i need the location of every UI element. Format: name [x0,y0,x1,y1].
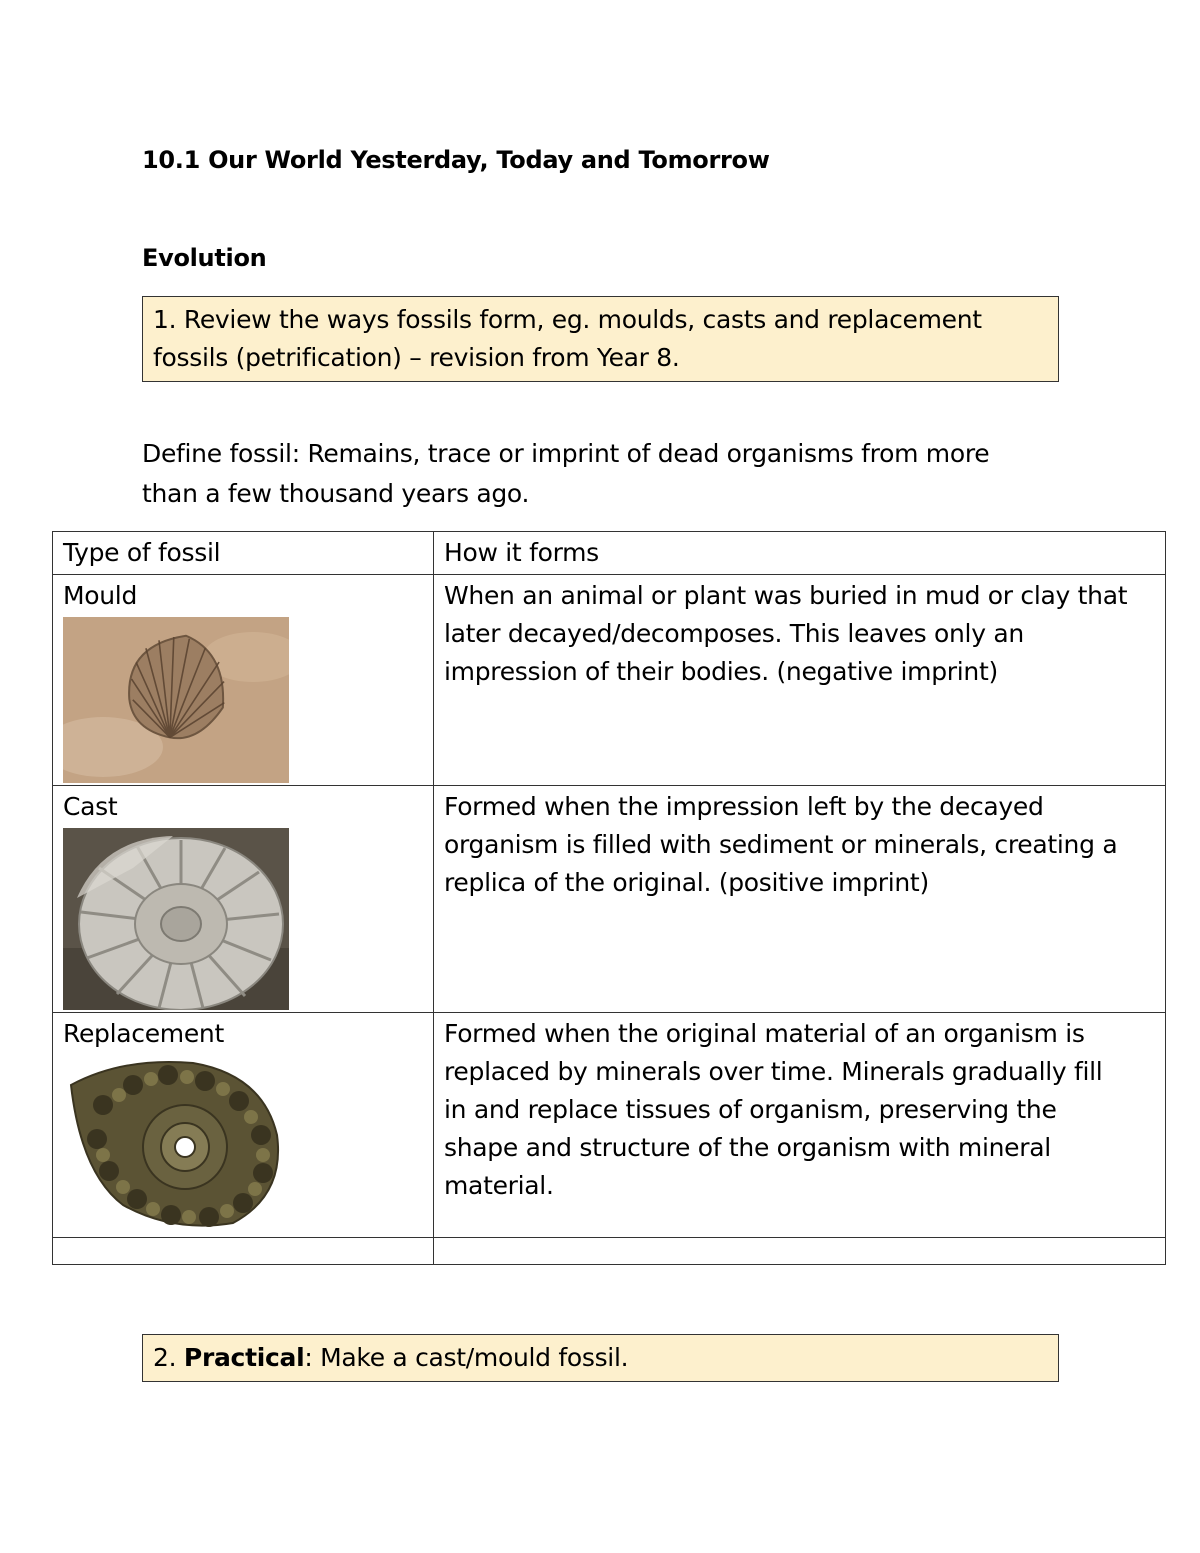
how-line: in and replace tissues of organism, preserving the [444,1095,1057,1124]
header-how-it-forms: How it forms [434,532,1166,575]
ammonite-cast-image [63,828,289,1010]
page-title: 10.1 Our World Yesterday, Today and Tomorrow [142,146,770,174]
fossil-type-label: Mould [63,581,138,610]
table-row-cast [53,786,1166,1013]
table-row-empty [53,1238,1166,1265]
table-header-row [53,532,1166,575]
empty-cell [434,1238,1166,1265]
fossil-type-label: Replacement [63,1019,224,1048]
section-heading: Evolution [142,244,267,272]
cell-how-cast [434,786,1166,1013]
shell-mould-image [63,617,289,783]
how-line: Formed when the original material of an organism is [444,1019,1085,1048]
task-1-line-1: 1. Review the ways fossils form, eg. moulds, casts and replacement [153,305,982,334]
task-2-number: 2. [153,1343,177,1372]
task-2-text: : Make a cast/mould fossil. [304,1343,629,1372]
cell-how-replacement [434,1013,1166,1238]
pyrite-ammonite-image [63,1055,289,1231]
task-2-label: Practical [183,1343,305,1372]
cell-type-cast [53,786,434,1013]
cell-how-mould [434,575,1166,786]
definition-line-1: Define fossil: Remains, trace or imprint of dead organisms from more [142,439,990,468]
task-1-line-2: fossils (petrification) – revision from Year 8. [153,343,680,372]
task-1-box [142,296,1059,382]
how-line: When an animal or plant was buried in mud or clay that [444,581,1128,610]
how-line: Formed when the impression left by the decayed [444,792,1044,821]
empty-cell [53,1238,434,1265]
fossil-definition [142,434,1062,514]
cell-type-mould [53,575,434,786]
table-row-mould [53,575,1166,786]
task-2-box [142,1334,1059,1382]
how-line: organism is filled with sediment or minerals, creating a [444,830,1118,859]
header-type-of-fossil: Type of fossil [53,532,434,575]
how-line: material. [444,1171,554,1200]
how-line: later decayed/decomposes. This leaves only an [444,619,1024,648]
table-row-replacement [53,1013,1166,1238]
fossil-type-label: Cast [63,792,118,821]
cell-type-replacement [53,1013,434,1238]
definition-line-2: than a few thousand years ago. [142,479,530,508]
how-line: shape and structure of the organism with mineral [444,1133,1051,1162]
how-line: impression of their bodies. (negative imprint) [444,657,998,686]
how-line: replaced by minerals over time. Minerals gradually fill [444,1057,1103,1086]
how-line: replica of the original. (positive imprint) [444,868,929,897]
fossil-types-table [52,531,1166,1265]
